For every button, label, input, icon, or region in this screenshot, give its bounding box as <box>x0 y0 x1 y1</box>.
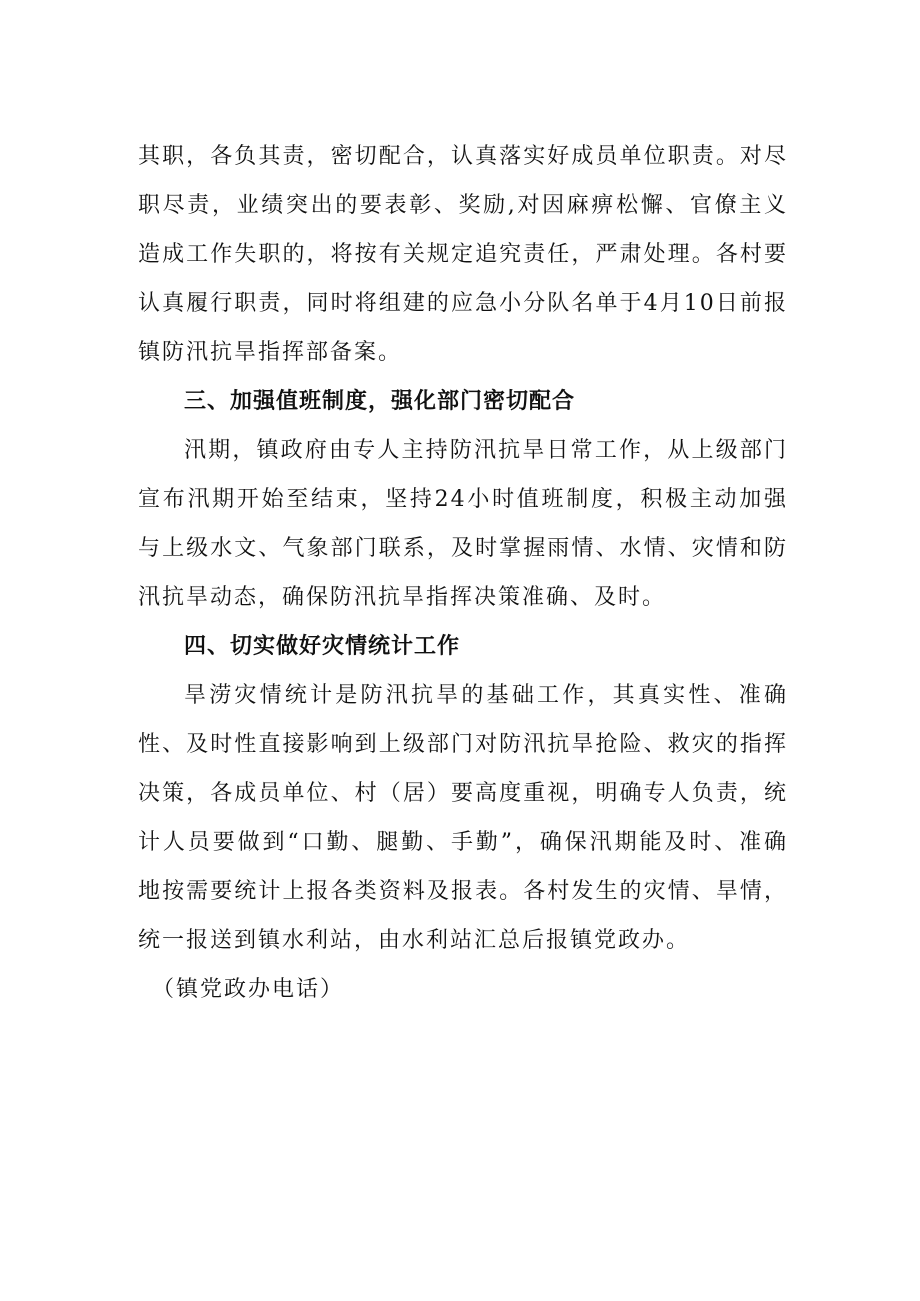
paragraph-disaster-statistics: 旱涝灾情统计是防汛抗旱的基础工作，其真实性、准确性、及时性直接影响到上级部门对防汛抗旱抢险、救灾的指挥决策，各成员单位、村（居）要高度重视，明确专人负责，统计人员要做到“口勤、腿勤、手勤”，确保汛期能及时、准确地按需要统计上报各类资料及报表。各村发生的灾情、旱情，统一报送到镇水利站，由水利站汇总后报镇党政办。 <box>138 683 788 953</box>
paragraph-duties: 其职，各负其责，密切配合，认真落实好成员单位职责。对尽职尽责，业绩突出的要表彰、奖励,对因麻痹松懈、官僚主义造成工作失职的，将按有关规定追究责任，严肃处理。各村要认真履行职责，同时将组建的应急小分队名单于4月10日前报镇防汛抗旱指挥部备案。 <box>138 144 788 365</box>
paragraph-duty-system: 汛期，镇政府由专人主持防汛抗旱日常工作，从上级部门宣布汛期开始至结束，坚持24小时值班制度，积极主动加强与上级水文、气象部门联系，及时掌握雨情、水情、灾情和防汛抗旱动态，确保防汛抗旱指挥决策准确、及时。 <box>138 438 788 610</box>
section-heading-3: 三、加强值班制度，强化部门密切配合 <box>184 389 576 414</box>
document-body <box>138 132 788 1014</box>
section-heading-4: 四、切实做好灾情统计工作 <box>184 634 461 659</box>
office-phone-note: （镇党政办电话） <box>152 977 345 1002</box>
